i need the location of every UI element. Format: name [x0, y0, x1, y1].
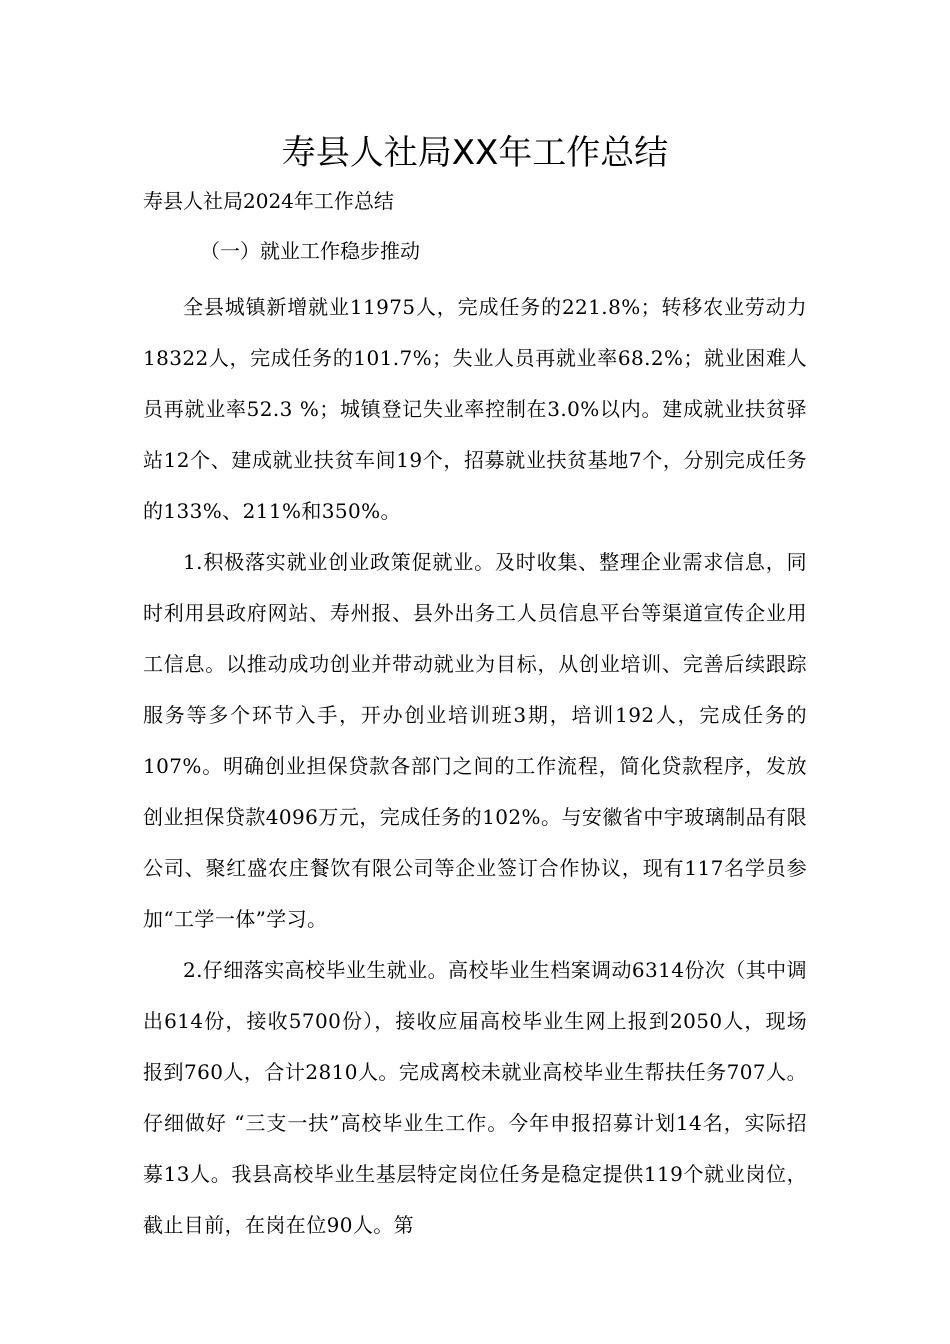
body-text — [143, 282, 807, 1251]
paragraph-entrepreneurship-policy: 1.积极落实就业创业政策促就业。及时收集、整理企业需求信息，同时利用县政府网站、寿州报、县外出务工人员信息平台等渠道宣传企业用工信息。以推动成功创业并带动就业为目标，从创业培训、完善后续跟踪服务等多个环节入手，开办创业培训班3期，培训192人，完成任务的107%。明确创业担保贷款各部门之间的工作流程，简化贷款程序，发放创业担保贷款4096万元，完成任务的102%。与安徽省中宇玻璃制品有限公司、聚红盛农庄餐饮有限公司等企业签订合作协议，现有117名学员参加“工学一体”学习。 — [143, 550, 807, 931]
section-heading: （一）就业工作稳步推动 — [200, 239, 420, 263]
document-title: 寿县人社局XX年工作总结 — [281, 133, 669, 173]
paragraph-graduate-employment: 2.仔细落实高校毕业生就业。高校毕业生档案调动6314份次（其中调出614份，接收5700份），接收应届高校毕业生网上报到2050人，现场报到760人，合计2810人。完成离校未就业高校毕业生帮扶任务707人。仔细做好 “三支一扶”高校毕业生工作。今年申报招募计划14名，实际招募13人。我县高校毕业生基层特定岗位任务是稳定提供119个就业岗位，截止目前，在岗在位90人。第 — [143, 958, 807, 1237]
paragraph-employment-summary: 全县城镇新增就业11975人，完成任务的221.8%；转移农业劳动力18322人，完成任务的101.7%；失业人员再就业率68.2%；就业困难人员再就业率52.3 %；城镇登记失业率控制在3.0%以内。建成就业扶贫驿站12个、建成就业扶贫车间19个，招募就业扶贫基地7个，分别完成任务的133%、211%和350%。 — [143, 295, 807, 523]
document-subtitle: 寿县人社局2024年工作总结 — [143, 189, 394, 213]
